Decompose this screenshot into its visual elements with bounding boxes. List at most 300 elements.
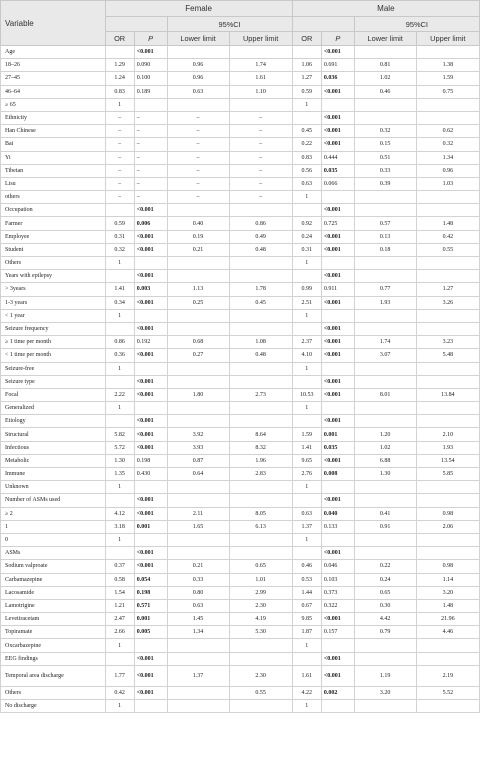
female-upper-cell: 1.08 [229, 336, 292, 349]
female-or-cell: 1.24 [105, 72, 134, 85]
male-lower-cell: 0.41 [354, 507, 416, 520]
male-lower-cell [354, 481, 416, 494]
female-or-cell: 0.32 [105, 243, 134, 256]
row-label: Seizure type [1, 375, 106, 388]
female-upper-cell: 0.48 [229, 349, 292, 362]
female-p-cell: – [134, 191, 167, 204]
female-upper-cell [229, 375, 292, 388]
female-lower-cell: 0.27 [167, 349, 229, 362]
male-lower-cell: 1.02 [354, 441, 416, 454]
male-p-cell [321, 402, 354, 415]
table-row [1, 72, 480, 85]
male-or-cell: 0.63 [292, 507, 321, 520]
row-label: 1-3 years [1, 296, 106, 309]
male-upper-cell: 13.84 [416, 388, 479, 401]
male-upper-cell [416, 402, 479, 415]
female-upper-cell: – [229, 125, 292, 138]
male-p-header: P [321, 32, 354, 46]
female-or-cell: 0.86 [105, 336, 134, 349]
row-label: Structural [1, 428, 106, 441]
row-label: Topiramate [1, 626, 106, 639]
female-upper-cell: 1.61 [229, 72, 292, 85]
table-row [1, 639, 480, 652]
male-p-cell [321, 362, 354, 375]
male-or-cell [292, 547, 321, 560]
female-or-cell: 1 [105, 481, 134, 494]
female-lower-cell [167, 652, 229, 665]
male-p-cell: 0.035 [321, 441, 354, 454]
female-p-cell: <0.001 [134, 230, 167, 243]
table-row [1, 164, 480, 177]
male-p-cell: <0.001 [321, 85, 354, 98]
female-lower-cell: 0.33 [167, 573, 229, 586]
male-or-cell: 0.45 [292, 125, 321, 138]
male-lower-cell [354, 547, 416, 560]
row-label: < 1 time per month [1, 349, 106, 362]
male-or-cell: 4.10 [292, 349, 321, 362]
row-label: Metabolic [1, 454, 106, 467]
female-lower-cell [167, 362, 229, 375]
male-p-cell: <0.001 [321, 204, 354, 217]
table-row [1, 454, 480, 467]
male-ci-header: 95%CI [354, 17, 479, 32]
male-upper-cell [416, 257, 479, 270]
male-or-cell: 1 [292, 533, 321, 546]
male-p-cell: <0.001 [321, 111, 354, 124]
female-upper-cell [229, 533, 292, 546]
female-lower-cell [167, 481, 229, 494]
male-upper-cell: 2.06 [416, 520, 479, 533]
row-label: Others [1, 686, 106, 699]
male-upper-cell [416, 533, 479, 546]
female-p-cell: <0.001 [134, 441, 167, 454]
female-lower-cell [167, 204, 229, 217]
table-row [1, 257, 480, 270]
female-upper-cell: 1.74 [229, 59, 292, 72]
table-row [1, 533, 480, 546]
male-or-cell: 1 [292, 481, 321, 494]
female-p-cell: <0.001 [134, 428, 167, 441]
female-or-cell: – [105, 177, 134, 190]
female-or-cell: 0.36 [105, 349, 134, 362]
male-lower-cell [354, 257, 416, 270]
female-upper-cell [229, 98, 292, 111]
female-or-cell: – [105, 191, 134, 204]
female-or-cell: 0.83 [105, 85, 134, 98]
female-p-cell: <0.001 [134, 388, 167, 401]
male-upper-cell: 13.54 [416, 454, 479, 467]
row-label: Number of ASMs used [1, 494, 106, 507]
table-row [1, 322, 480, 335]
row-label: Employee [1, 230, 106, 243]
male-or-cell: 0.24 [292, 230, 321, 243]
female-p-cell: <0.001 [134, 349, 167, 362]
female-p-cell: <0.001 [134, 322, 167, 335]
table-row [1, 586, 480, 599]
female-lower-cell: – [167, 177, 229, 190]
male-lower-cell: 0.33 [354, 164, 416, 177]
row-label: Student [1, 243, 106, 256]
female-upper-cell: 0.55 [229, 686, 292, 699]
male-p-cell: 0.691 [321, 59, 354, 72]
female-lower-cell: 0.40 [167, 217, 229, 230]
male-or-cell: 1.87 [292, 626, 321, 639]
male-lower-cell: 0.22 [354, 560, 416, 573]
female-lower-cell [167, 547, 229, 560]
male-upper-cell: 1.48 [416, 599, 479, 612]
row-label: Focal [1, 388, 106, 401]
female-lower-header: Lower limit [167, 32, 229, 46]
female-upper-cell: 4.19 [229, 613, 292, 626]
female-upper-cell: – [229, 177, 292, 190]
male-upper-cell: 0.42 [416, 230, 479, 243]
female-upper-cell [229, 46, 292, 59]
male-lower-cell: 0.79 [354, 626, 416, 639]
male-or-cell: 9.85 [292, 613, 321, 626]
female-or-cell: 0.37 [105, 560, 134, 573]
male-upper-cell: 1.93 [416, 441, 479, 454]
female-header: Female [105, 1, 292, 17]
male-lower-cell [354, 402, 416, 415]
male-upper-cell: 1.59 [416, 72, 479, 85]
male-lower-cell [354, 46, 416, 59]
female-or-cell [105, 375, 134, 388]
female-p-cell: 0.430 [134, 468, 167, 481]
table-row [1, 415, 480, 428]
male-lower-cell: 0.39 [354, 177, 416, 190]
male-or-cell [292, 494, 321, 507]
female-or-cell: – [105, 164, 134, 177]
table-row [1, 111, 480, 124]
table-row [1, 204, 480, 217]
male-or-cell: 0.22 [292, 138, 321, 151]
row-label: Age [1, 46, 106, 59]
table-row [1, 191, 480, 204]
female-or-cell: 4.12 [105, 507, 134, 520]
male-p-cell: <0.001 [321, 138, 354, 151]
male-p-cell: <0.001 [321, 243, 354, 256]
female-lower-cell [167, 257, 229, 270]
female-or-header: OR [105, 32, 134, 46]
row-label: Tibetan [1, 164, 106, 177]
male-or-cell: 2.37 [292, 336, 321, 349]
male-lower-cell: 0.91 [354, 520, 416, 533]
male-or-cell: 1 [292, 639, 321, 652]
table-row [1, 652, 480, 665]
male-p-cell [321, 639, 354, 652]
female-lower-cell: – [167, 151, 229, 164]
male-upper-cell [416, 700, 479, 713]
male-lower-cell [354, 322, 416, 335]
row-label: Carbamazepine [1, 573, 106, 586]
male-or-cell: 0.63 [292, 177, 321, 190]
row-label: Seizure frequency [1, 322, 106, 335]
row-label: ASMs [1, 547, 106, 560]
male-upper-cell [416, 415, 479, 428]
female-upper-cell: 2.83 [229, 468, 292, 481]
male-p-cell: 0.103 [321, 573, 354, 586]
male-upper-cell [416, 362, 479, 375]
female-upper-cell: 2.30 [229, 665, 292, 686]
female-or-cell: 1.29 [105, 59, 134, 72]
male-p-cell [321, 481, 354, 494]
male-lower-cell: 1.19 [354, 665, 416, 686]
male-or-cell: 10.53 [292, 388, 321, 401]
female-or-cell: 1.41 [105, 283, 134, 296]
female-or-cell: 2.47 [105, 613, 134, 626]
row-label: Infectious [1, 441, 106, 454]
female-lower-cell: – [167, 138, 229, 151]
female-upper-cell: – [229, 138, 292, 151]
female-p-cell [134, 98, 167, 111]
female-p-cell: – [134, 125, 167, 138]
female-p-cell: 0.054 [134, 573, 167, 586]
male-or-cell: 0.92 [292, 217, 321, 230]
male-or-cell: 0.31 [292, 243, 321, 256]
female-lower-cell [167, 415, 229, 428]
female-lower-cell [167, 402, 229, 415]
female-p-cell: 0.571 [134, 599, 167, 612]
female-or-cell: 3.18 [105, 520, 134, 533]
table-row [1, 494, 480, 507]
male-upper-cell [416, 322, 479, 335]
female-p-cell: <0.001 [134, 665, 167, 686]
female-or-cell: 1.35 [105, 468, 134, 481]
female-ci-header: 95%CI [167, 17, 292, 32]
table-row [1, 336, 480, 349]
female-upper-cell: 1.10 [229, 85, 292, 98]
row-label: ≥ 65 [1, 98, 106, 111]
female-p-cell: 0.090 [134, 59, 167, 72]
female-or-cell: 0.31 [105, 230, 134, 243]
female-lower-cell: 0.64 [167, 468, 229, 481]
female-p-cell [134, 533, 167, 546]
male-p-cell [321, 257, 354, 270]
row-label: > 3years [1, 283, 106, 296]
table-row [1, 309, 480, 322]
female-lower-cell: 0.80 [167, 586, 229, 599]
male-upper-cell [416, 494, 479, 507]
female-or-cell: 1.77 [105, 665, 134, 686]
female-empty-header [105, 17, 167, 32]
female-lower-cell: 1.45 [167, 613, 229, 626]
male-or-cell: 0.99 [292, 283, 321, 296]
male-upper-cell [416, 652, 479, 665]
row-label: Yi [1, 151, 106, 164]
male-or-cell: 0.56 [292, 164, 321, 177]
male-or-cell: 1 [292, 402, 321, 415]
female-p-cell: <0.001 [134, 494, 167, 507]
female-p-cell: 0.189 [134, 85, 167, 98]
female-upper-cell [229, 415, 292, 428]
male-p-cell: <0.001 [321, 494, 354, 507]
table-header [1, 1, 480, 46]
female-p-cell: <0.001 [134, 46, 167, 59]
female-or-cell: 0.59 [105, 217, 134, 230]
table-row [1, 481, 480, 494]
male-lower-cell: 0.81 [354, 59, 416, 72]
female-upper-cell: – [229, 151, 292, 164]
male-p-cell: <0.001 [321, 46, 354, 59]
table-row [1, 665, 480, 686]
female-lower-cell: 0.25 [167, 296, 229, 309]
male-or-cell: 2.76 [292, 468, 321, 481]
female-lower-cell: 3.92 [167, 428, 229, 441]
male-upper-cell: 5.48 [416, 349, 479, 362]
male-lower-cell [354, 700, 416, 713]
female-p-cell: – [134, 164, 167, 177]
female-or-cell: 1 [105, 98, 134, 111]
table-row [1, 151, 480, 164]
male-upper-cell: 1.14 [416, 573, 479, 586]
male-upper-cell: 2.10 [416, 428, 479, 441]
table-row [1, 362, 480, 375]
male-p-cell: <0.001 [321, 230, 354, 243]
row-label: 1 [1, 520, 106, 533]
male-p-cell: <0.001 [321, 270, 354, 283]
male-p-cell [321, 98, 354, 111]
female-p-cell [134, 362, 167, 375]
male-or-cell: 1.37 [292, 520, 321, 533]
female-lower-cell: 0.87 [167, 454, 229, 467]
female-or-cell [105, 652, 134, 665]
male-or-cell: 1 [292, 191, 321, 204]
female-or-cell [105, 415, 134, 428]
female-lower-cell: 0.63 [167, 85, 229, 98]
female-upper-cell: 2.99 [229, 586, 292, 599]
male-upper-cell [416, 639, 479, 652]
male-upper-cell [416, 204, 479, 217]
male-lower-cell: 0.65 [354, 586, 416, 599]
male-p-cell: <0.001 [321, 665, 354, 686]
female-lower-cell [167, 639, 229, 652]
female-or-cell: 0.34 [105, 296, 134, 309]
female-upper-cell [229, 322, 292, 335]
male-p-cell: 0.040 [321, 507, 354, 520]
female-upper-cell [229, 309, 292, 322]
male-lower-cell [354, 191, 416, 204]
female-or-cell: 1 [105, 402, 134, 415]
male-p-cell: <0.001 [321, 296, 354, 309]
male-upper-cell [416, 111, 479, 124]
female-or-cell: 1 [105, 700, 134, 713]
variable-header: Variable [1, 1, 106, 46]
male-lower-cell: 1.02 [354, 72, 416, 85]
male-or-cell: 0.53 [292, 573, 321, 586]
table-row [1, 138, 480, 151]
female-p-cell: – [134, 151, 167, 164]
female-lower-cell: 1.34 [167, 626, 229, 639]
table-row [1, 46, 480, 59]
female-lower-cell [167, 98, 229, 111]
male-lower-cell: 4.42 [354, 613, 416, 626]
male-or-cell: 1.59 [292, 428, 321, 441]
male-lower-cell: 0.18 [354, 243, 416, 256]
male-p-cell: <0.001 [321, 547, 354, 560]
male-lower-cell: 0.13 [354, 230, 416, 243]
female-p-cell: <0.001 [134, 547, 167, 560]
male-p-cell: 0.001 [321, 428, 354, 441]
female-upper-cell: 5.30 [229, 626, 292, 639]
female-or-cell: 1 [105, 257, 134, 270]
male-or-cell: 0.46 [292, 560, 321, 573]
male-empty-header [292, 17, 354, 32]
row-label: 0 [1, 533, 106, 546]
male-lower-cell [354, 204, 416, 217]
male-p-cell: 0.066 [321, 177, 354, 190]
row-label: Levetiracetam [1, 613, 106, 626]
table-row [1, 217, 480, 230]
row-label: Bai [1, 138, 106, 151]
male-upper-cell: 0.96 [416, 164, 479, 177]
female-upper-cell: 8.64 [229, 428, 292, 441]
male-upper-cell [416, 309, 479, 322]
male-or-cell: 1 [292, 362, 321, 375]
female-or-cell: 5.72 [105, 441, 134, 454]
female-upper-cell [229, 257, 292, 270]
female-p-cell: – [134, 111, 167, 124]
table-row [1, 296, 480, 309]
male-p-cell: <0.001 [321, 613, 354, 626]
female-upper-cell: 8.05 [229, 507, 292, 520]
male-p-cell [321, 700, 354, 713]
male-lower-cell: 1.74 [354, 336, 416, 349]
male-p-cell: 0.911 [321, 283, 354, 296]
row-label: Han Chinese [1, 125, 106, 138]
table-row [1, 573, 480, 586]
male-or-cell [292, 204, 321, 217]
female-or-cell [105, 46, 134, 59]
male-lower-cell: 0.46 [354, 85, 416, 98]
female-or-cell [105, 547, 134, 560]
female-upper-cell [229, 700, 292, 713]
female-p-cell: 0.006 [134, 217, 167, 230]
female-upper-cell: 8.32 [229, 441, 292, 454]
female-lower-cell: 0.96 [167, 72, 229, 85]
male-lower-cell: 3.07 [354, 349, 416, 362]
male-lower-cell [354, 98, 416, 111]
female-lower-cell [167, 270, 229, 283]
female-p-cell: <0.001 [134, 243, 167, 256]
female-upper-cell: – [229, 111, 292, 124]
female-lower-cell: 3.93 [167, 441, 229, 454]
male-or-cell: 1 [292, 98, 321, 111]
female-p-cell [134, 257, 167, 270]
row-label: Farmer [1, 217, 106, 230]
male-lower-cell [354, 375, 416, 388]
male-p-cell: 0.035 [321, 164, 354, 177]
row-label: Etiology [1, 415, 106, 428]
male-lower-cell: 1.30 [354, 468, 416, 481]
female-lower-cell [167, 686, 229, 699]
male-header: Male [292, 1, 479, 17]
female-p-cell: <0.001 [134, 270, 167, 283]
female-upper-cell: 1.01 [229, 573, 292, 586]
female-p-cell: – [134, 138, 167, 151]
row-label: Ethnicity [1, 111, 106, 124]
male-lower-cell: 0.24 [354, 573, 416, 586]
male-lower-cell: 6.88 [354, 454, 416, 467]
female-lower-cell: – [167, 191, 229, 204]
table-row [1, 520, 480, 533]
male-upper-cell: 0.98 [416, 560, 479, 573]
female-p-cell: – [134, 177, 167, 190]
female-p-cell: <0.001 [134, 204, 167, 217]
male-or-cell [292, 322, 321, 335]
female-p-cell: <0.001 [134, 296, 167, 309]
table-row [1, 125, 480, 138]
male-upper-cell: 3.26 [416, 296, 479, 309]
